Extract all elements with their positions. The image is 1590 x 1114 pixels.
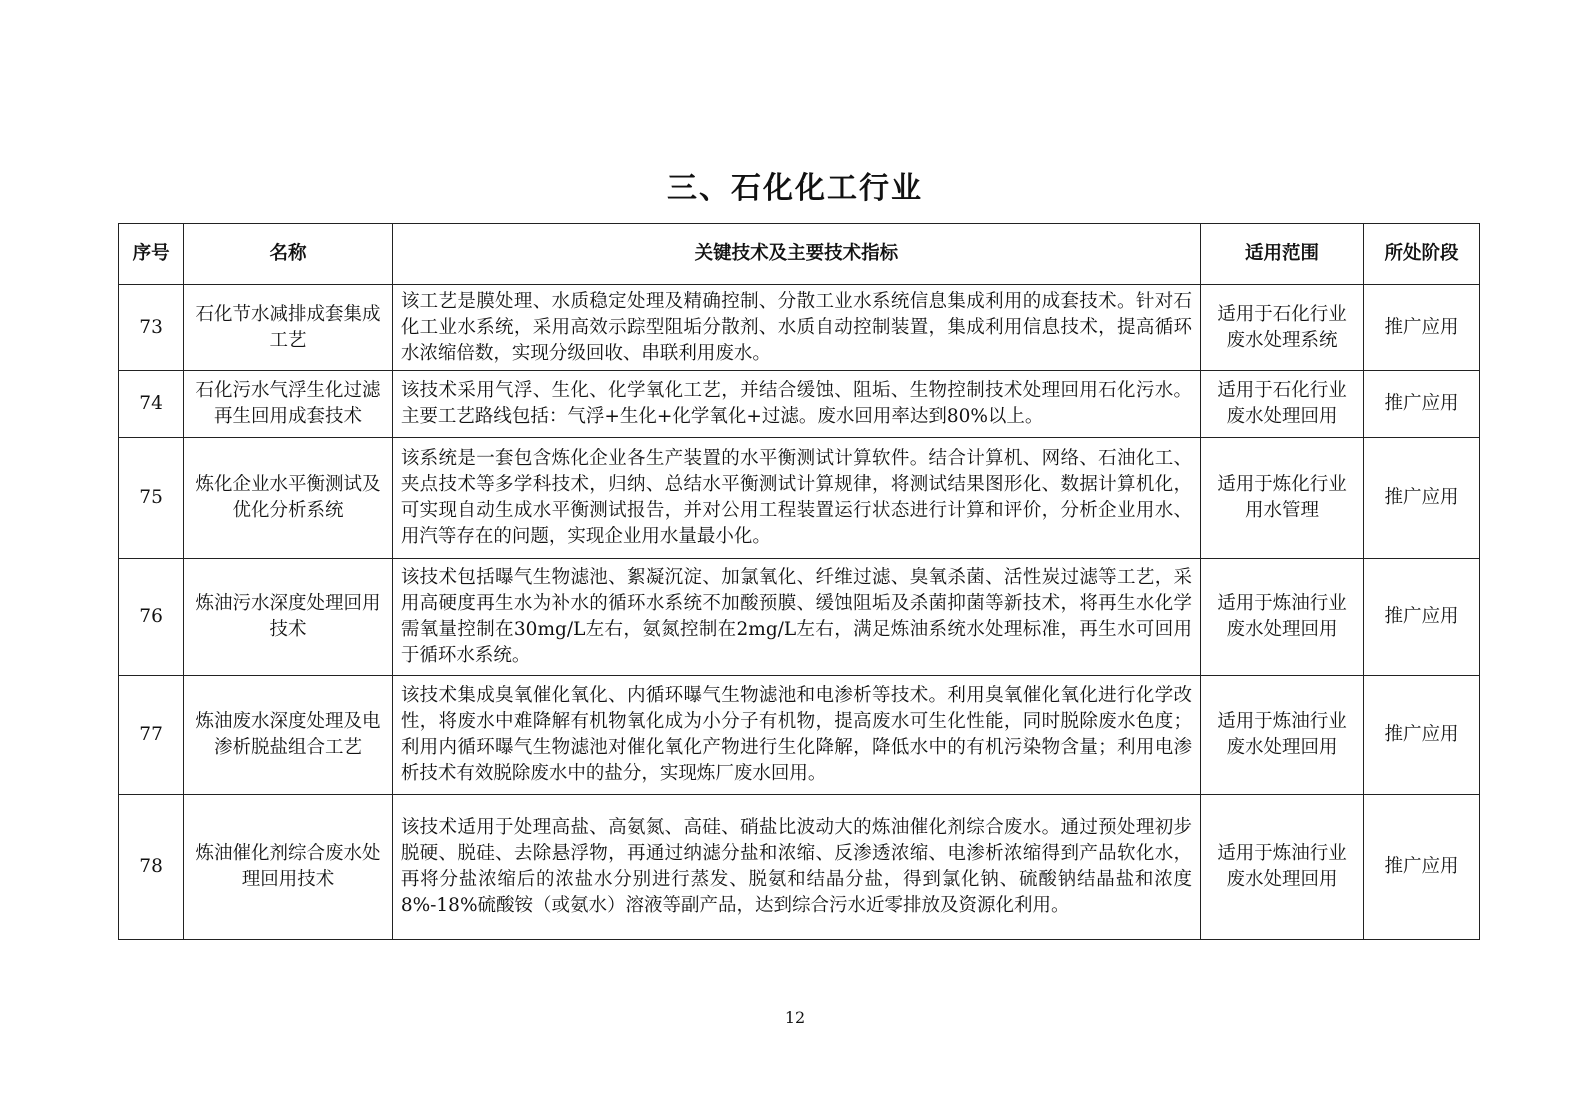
row-name: 炼油污水深度处理回用技术 [184,559,393,676]
row-scope: 适用于石化行业废水处理系统 [1201,285,1364,371]
row-name: 炼油废水深度处理及电渗析脱盐组合工艺 [184,676,393,795]
row-scope: 适用于炼化行业用水管理 [1201,438,1364,559]
table-row [119,559,1480,676]
row-number: 73 [119,285,184,371]
row-stage: 推广应用 [1363,438,1479,559]
table-row [119,285,1480,371]
row-stage: 推广应用 [1363,285,1479,371]
header-no: 序号 [119,224,184,285]
table-row [119,795,1480,940]
row-number: 76 [119,559,184,676]
page-number: 12 [784,1008,806,1027]
table-row [119,676,1480,795]
header-description: 关键技术及主要技术指标 [392,224,1200,285]
row-description: 该技术集成臭氧催化氧化、内循环曝气生物滤池和电渗析等技术。利用臭氧催化氧化进行化学改性，将废水中难降解有机物氧化成为小分子有机物，提高废水可生化性能，同时脱除废水色度；利用内循环曝气生物滤池对催化氧化产物进行生化降解，降低水中的有机污染物含量；利用电渗析技术有效脱除废水中的盐分，实现炼厂废水回用。 [392,676,1200,795]
row-name: 石化污水气浮生化过滤再生回用成套技术 [184,371,393,438]
technology-table [118,223,1480,940]
row-scope: 适用于石化行业废水处理回用 [1201,371,1364,438]
row-name: 炼油催化剂综合废水处理回用技术 [184,795,393,940]
row-name: 石化节水减排成套集成工艺 [184,285,393,371]
row-number: 75 [119,438,184,559]
row-description: 该系统是一套包含炼化企业各生产装置的水平衡测试计算软件。结合计算机、网络、石油化工、夹点技术等多学科技术，归纳、总结水平衡测试计算规律，将测试结果图形化、数据计算机化，可实现自动生成水平衡测试报告，并对公用工程装置运行状态进行计算和评价，分析企业用水、用汽等存在的问题，实现企业用水量最小化。 [392,438,1200,559]
header-name: 名称 [184,224,393,285]
row-description: 该工艺是膜处理、水质稳定处理及精确控制、分散工业水系统信息集成利用的成套技术。针对石化工业水系统，采用高效示踪型阻垢分散剂、水质自动控制装置，集成利用信息技术，提高循环水浓缩倍数，实现分级回收、串联利用废水。 [392,285,1200,371]
section-title: 三、石化化工行业 [667,171,923,206]
row-number: 77 [119,676,184,795]
row-name: 炼化企业水平衡测试及优化分析系统 [184,438,393,559]
table-row [119,438,1480,559]
row-description: 该技术适用于处理高盐、高氨氮、高硅、硝盐比波动大的炼油催化剂综合废水。通过预处理初步脱硬、脱硅、去除悬浮物，再通过纳滤分盐和浓缩、反渗透浓缩、电渗析浓缩得到产品软化水，再将分盐浓缩后的浓盐水分别进行蒸发、脱氨和结晶分盐，得到氯化钠、硫酸钠结晶盐和浓度8%-18%硫酸铵（或氨水）溶液等副产品，达到综合污水近零排放及资源化利用。 [392,795,1200,940]
row-scope: 适用于炼油行业废水处理回用 [1201,559,1364,676]
row-stage: 推广应用 [1363,559,1479,676]
header-scope: 适用范围 [1201,224,1364,285]
row-stage: 推广应用 [1363,371,1479,438]
table-row [119,371,1480,438]
row-number: 78 [119,795,184,940]
row-description: 该技术包括曝气生物滤池、絮凝沉淀、加氯氧化、纤维过滤、臭氧杀菌、活性炭过滤等工艺，采用高硬度再生水为补水的循环水系统不加酸预膜、缓蚀阻垢及杀菌抑菌等新技术，将再生水化学需氧量控制在30mg/L左右，氨氮控制在2mg/L左右，满足炼油系统水处理标准，再生水可回用于循环水系统。 [392,559,1200,676]
table-header-row [119,224,1480,285]
row-scope: 适用于炼油行业废水处理回用 [1201,795,1364,940]
row-description: 该技术采用气浮、生化、化学氧化工艺，并结合缓蚀、阻垢、生物控制技术处理回用石化污水。主要工艺路线包括：气浮+生化+化学氧化+过滤。废水回用率达到80%以上。 [392,371,1200,438]
row-stage: 推广应用 [1363,676,1479,795]
row-number: 74 [119,371,184,438]
row-stage: 推广应用 [1363,795,1479,940]
header-stage: 所处阶段 [1363,224,1479,285]
row-scope: 适用于炼油行业废水处理回用 [1201,676,1364,795]
